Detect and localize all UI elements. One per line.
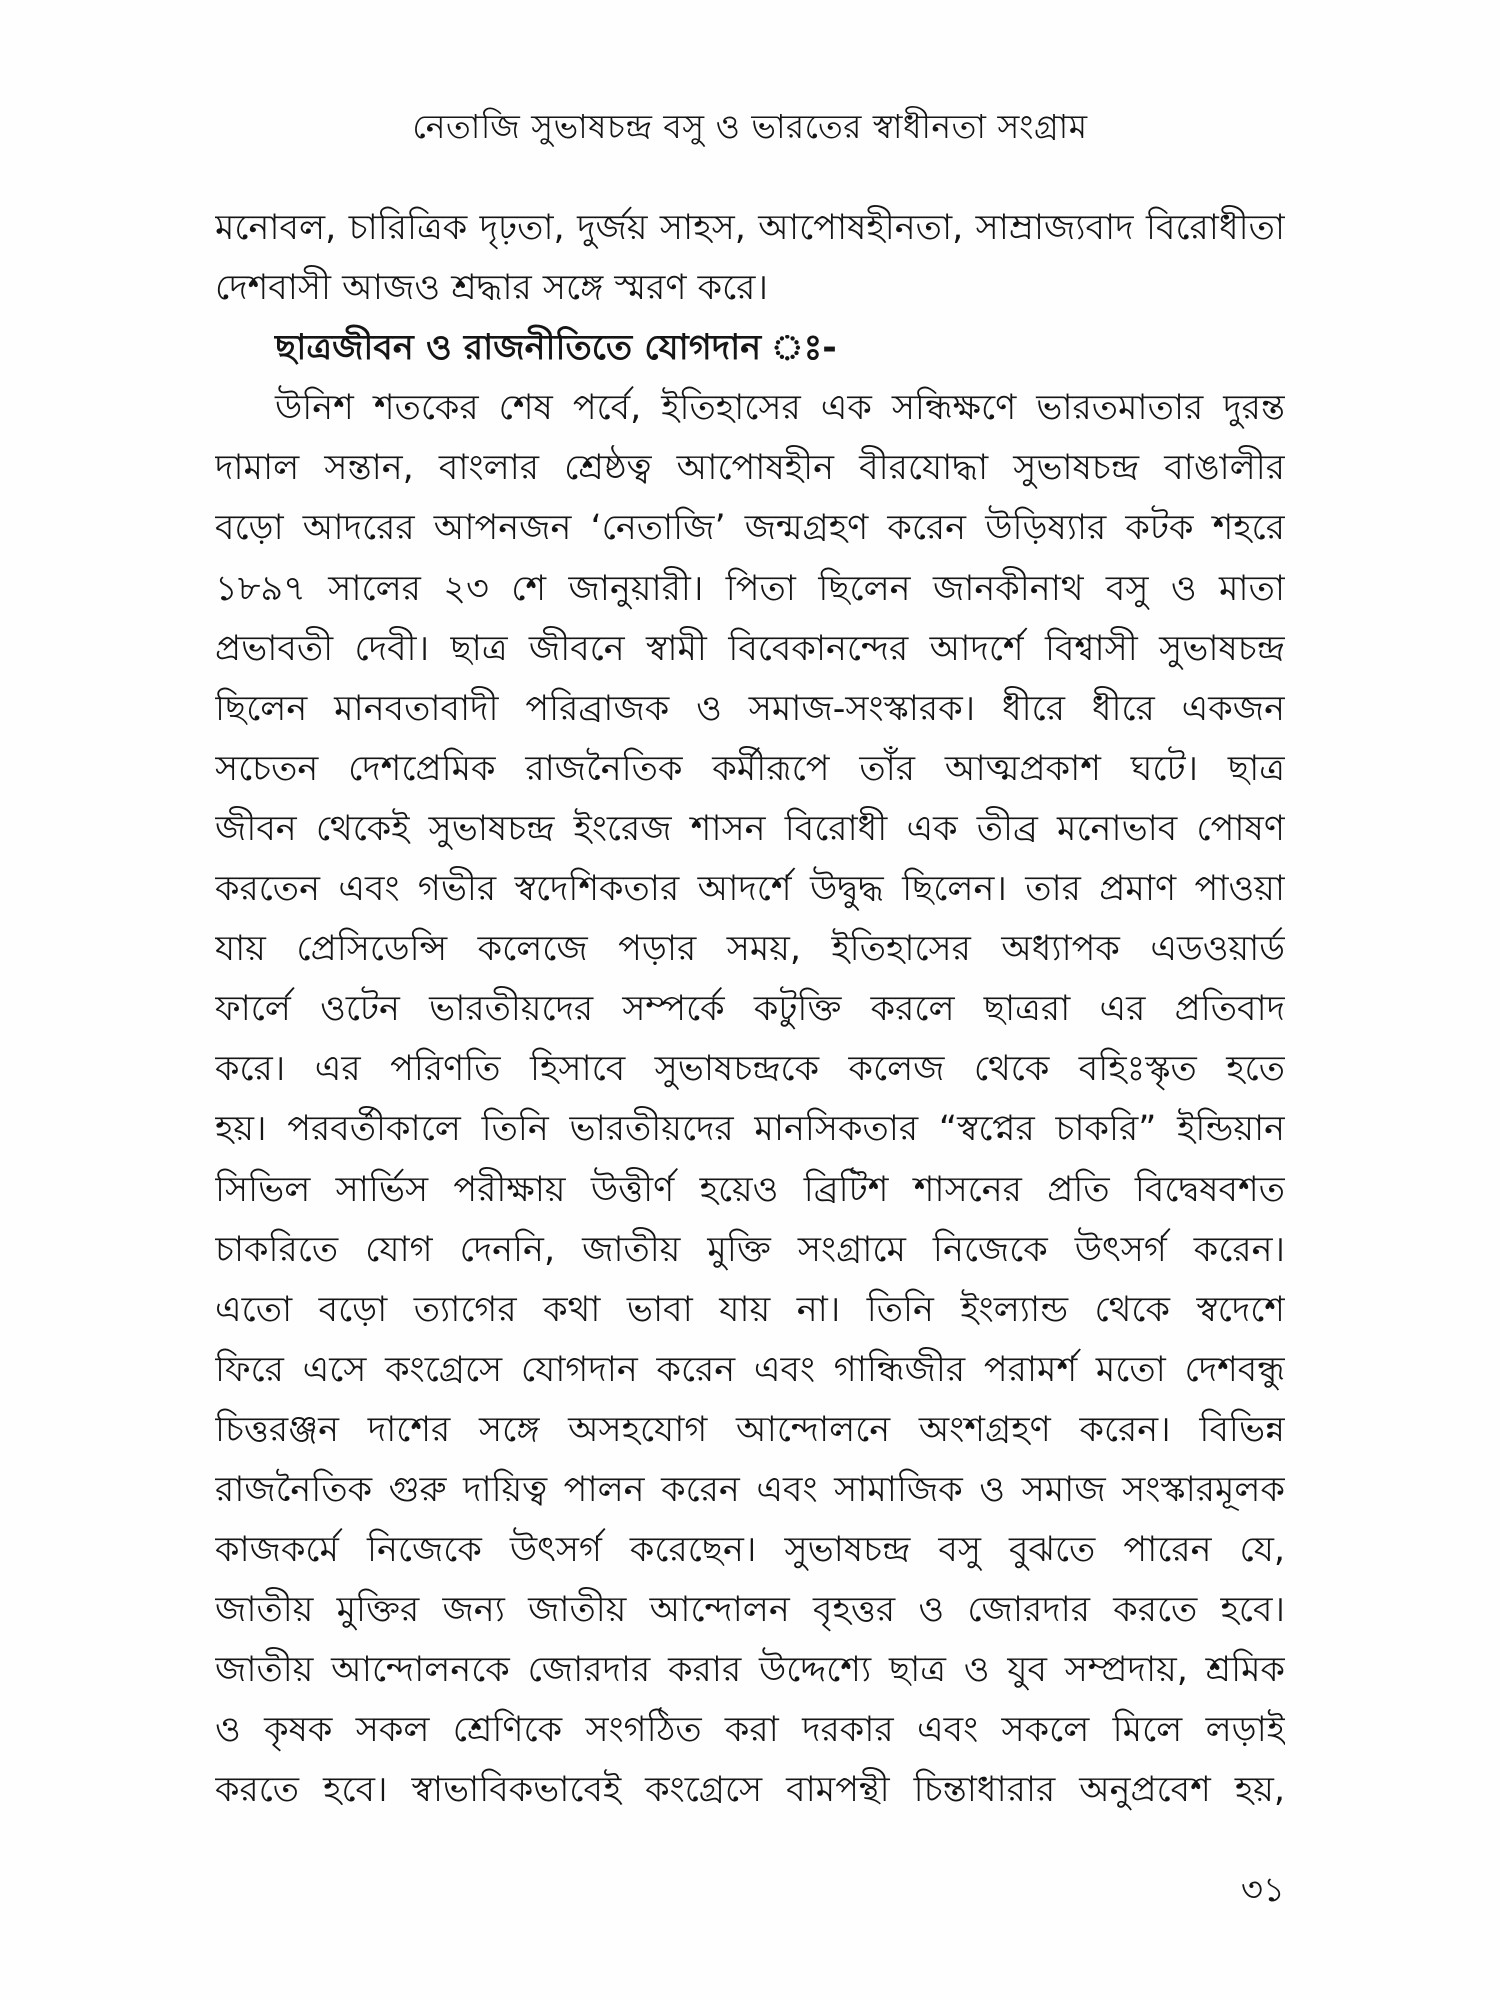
text-line: এতো বড়ো ত্যাগের কথা ভাবা যায় না। তিনি ইংল্যান্ড থেকে স্বদেশে xyxy=(215,1289,1285,1330)
text-line: জীবন থেকেই সুভাষচন্দ্র ইংরেজ শাসন বিরোধী এক তীব্র মনোভাব পোষণ xyxy=(215,808,1285,849)
text-line: উনিশ শতকের শেষ পর্বে, ইতিহাসের এক সন্ধিক্ষণে ভারতমাতার দুরন্ত xyxy=(275,388,1285,429)
text-line: ফার্লে ওটেন ভারতীয়দের সম্পর্কে কটুক্তি করলে ছাত্ররা এর প্রতিবাদ xyxy=(215,989,1285,1030)
body-text xyxy=(215,198,1285,1821)
text-line: দামাল সন্তান, বাংলার শ্রেষ্ঠত্ব আপোষহীন বীরযোদ্ধা সুভাষচন্দ্র বাঙালীর xyxy=(215,448,1285,489)
text-line: ও কৃষক সকল শ্রেণিকে সংগঠিত করা দরকার এবং সকলে মিলে লড়াই xyxy=(215,1710,1285,1751)
text-line: প্রভাবতী দেবী। ছাত্র জীবনে স্বামী বিবেকানন্দের আদর্শে বিশ্বাসী সুভাষচন্দ্র xyxy=(215,628,1285,669)
text-line: মনোবল, চারিত্রিক দৃঢ়তা, দুর্জয় সাহস, আপোষহীনতা, সাম্রাজ্যবাদ বিরোধীতা xyxy=(215,208,1285,248)
text-line: ফিরে এসে কংগ্রেসে যোগদান করেন এবং গান্ধিজীর পরামর্শ মতো দেশবন্ধু xyxy=(215,1349,1285,1390)
text-line: ছিলেন মানবতাবাদী পরিব্রাজক ও সমাজ-সংস্কারক। ধীরে ধীরে একজন xyxy=(215,688,1285,729)
text-line: দেশবাসী আজও শ্রদ্ধার সঙ্গে স্মরণ করে। xyxy=(215,268,768,309)
text-line: রাজনৈতিক গুরু দায়িত্ব পালন করেন এবং সামাজিক ও সমাজ সংস্কারমূলক xyxy=(215,1469,1285,1510)
page-number: ৩১ xyxy=(1240,1870,1285,1910)
text-line: হয়। পরবর্তীকালে তিনি ভারতীয়দের মানসিকতার “স্বপ্নের চাকরি” ইন্ডিয়ান xyxy=(215,1109,1285,1150)
text-line: যায় প্রেসিডেন্সি কলেজে পড়ার সময়, ইতিহাসের অধ্যাপক এডওয়ার্ড xyxy=(215,929,1285,970)
running-head: নেতাজি সুভাষচন্দ্র বসু ও ভারতের স্বাধীনতা সংগ্রাম xyxy=(412,107,1088,146)
text-line: জাতীয় আন্দোলনকে জোরদার করার উদ্দেশ্যে ছাত্র ও যুব সম্প্রদায়, শ্রমিক xyxy=(215,1650,1285,1691)
text-line: বড়ো আদরের আপনজন ‘নেতাজি’ জন্মগ্রহণ করেন উড়িষ্যার কটক শহরে xyxy=(215,508,1285,549)
text-line: ১৮৯৭ সালের ২৩ শে জানুয়ারী। পিতা ছিলেন জানকীনাথ বসু ও মাতা xyxy=(215,568,1285,609)
text-line: করে। এর পরিণতি হিসাবে সুভাষচন্দ্রকে কলেজ থেকে বহিঃস্কৃত হতে xyxy=(215,1049,1285,1090)
text-line: করতেন এবং গভীর স্বদেশিকতার আদর্শে উদ্বুদ্ধ ছিলেন। তার প্রমাণ পাওয়া xyxy=(215,869,1285,910)
text-line: সচেতন দেশপ্রেমিক রাজনৈতিক কর্মীরূপে তাঁর আত্মপ্রকাশ ঘটে। ছাত্র xyxy=(215,748,1285,789)
text-line: করতে হবে। স্বাভাবিকভাবেই কংগ্রেসে বামপন্থী চিন্তাধারার অনুপ্রবেশ হয়, xyxy=(215,1770,1285,1811)
text-line: সিভিল সার্ভিস পরীক্ষায় উত্তীর্ণ হয়েও ব্রিটিশ শাসনের প্রতি বিদ্বেষবশত xyxy=(215,1169,1285,1210)
section-heading: ছাত্রজীবন ও রাজনীতিতে যোগদান ঃ- xyxy=(275,328,837,369)
text-line: কাজকর্মে নিজেকে উৎসর্গ করেছেন। সুভাষচন্দ্র বসু বুঝতে পারেন যে, xyxy=(215,1530,1285,1571)
text-line: জাতীয় মুক্তির জন্য জাতীয় আন্দোলন বৃহত্তর ও জোরদার করতে হবে। xyxy=(215,1590,1285,1631)
text-line: চিত্তরঞ্জন দাশের সঙ্গে অসহযোগ আন্দোলনে অংশগ্রহণ করেন। বিভিন্ন xyxy=(215,1409,1285,1450)
text-line: চাকরিতে যোগ দেননি, জাতীয় মুক্তি সংগ্রামে নিজেকে উৎসর্গ করেন। xyxy=(215,1229,1285,1270)
